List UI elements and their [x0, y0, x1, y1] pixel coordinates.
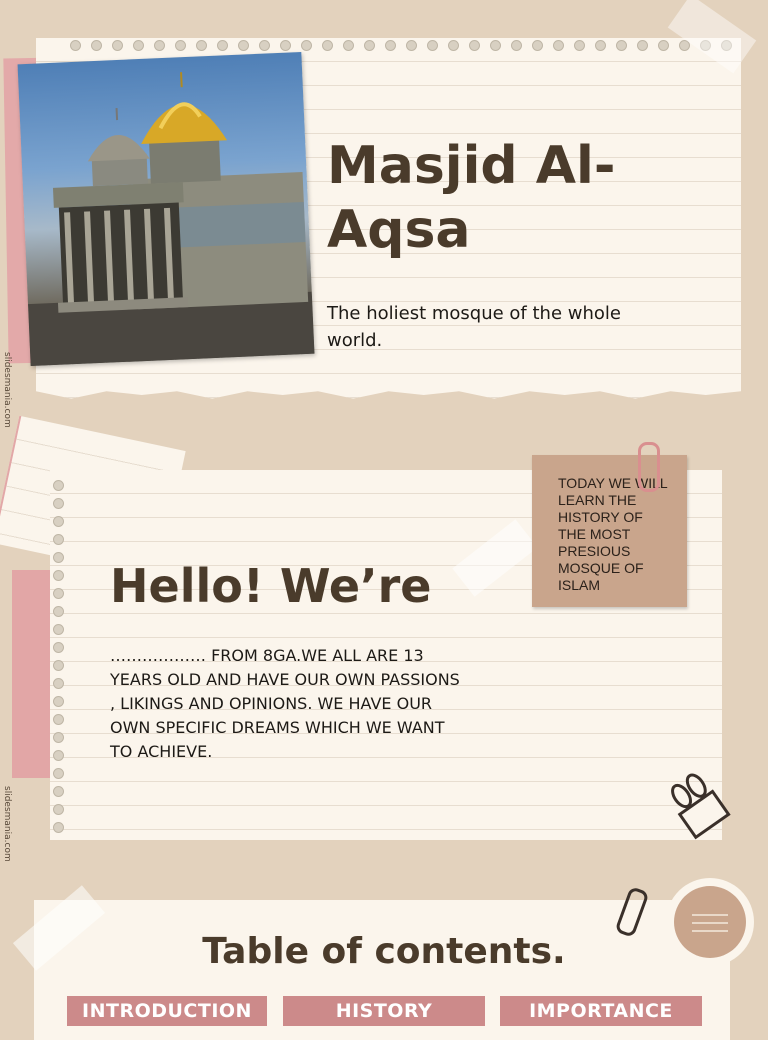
slide2-body: ……………… FROM 8GA.WE ALL ARE 13 YEARS OLD AND HAVE OUR OWN PASSIONS , LIKINGS AND OPINIONS. WE HAVE OUR OWN SPECIFIC DREAMS WHICH WE WANT TO ACHIEVE. — [110, 646, 460, 761]
slide1-title: Masjid Al-Aqsa — [327, 136, 616, 260]
slide3-title: Table of contents. — [202, 931, 566, 972]
sticky-note-text: TODAY WE WILL LEARN THE HISTORY OF THE MOST PRESIOUS MOSQUE OF ISLAM — [558, 475, 668, 593]
watermark-1: slidesmania.com — [2, 352, 12, 428]
left-holes — [53, 480, 65, 840]
paperclip-icon — [638, 442, 660, 492]
binder-clip-icon — [664, 772, 734, 842]
slide2-title: Hello! We’re — [110, 559, 432, 613]
mosque-photo — [18, 52, 315, 366]
slide1-subtitle: The holiest mosque of the whole world. — [327, 303, 621, 351]
dome-of-the-rock-illustration — [18, 52, 315, 366]
spiral-holes — [0, 0, 768, 60]
watermark-2: slidesmania.com — [2, 786, 12, 862]
tab-introduction[interactable]: INTRODUCTION — [67, 996, 267, 1026]
slide-2 — [0, 430, 768, 870]
slide-3 — [0, 870, 768, 1024]
tab-importance[interactable]: IMPORTANCE — [500, 996, 702, 1026]
slide-1 — [0, 0, 768, 430]
sticky-note — [532, 455, 687, 607]
tab-history[interactable]: HISTORY — [283, 996, 485, 1026]
